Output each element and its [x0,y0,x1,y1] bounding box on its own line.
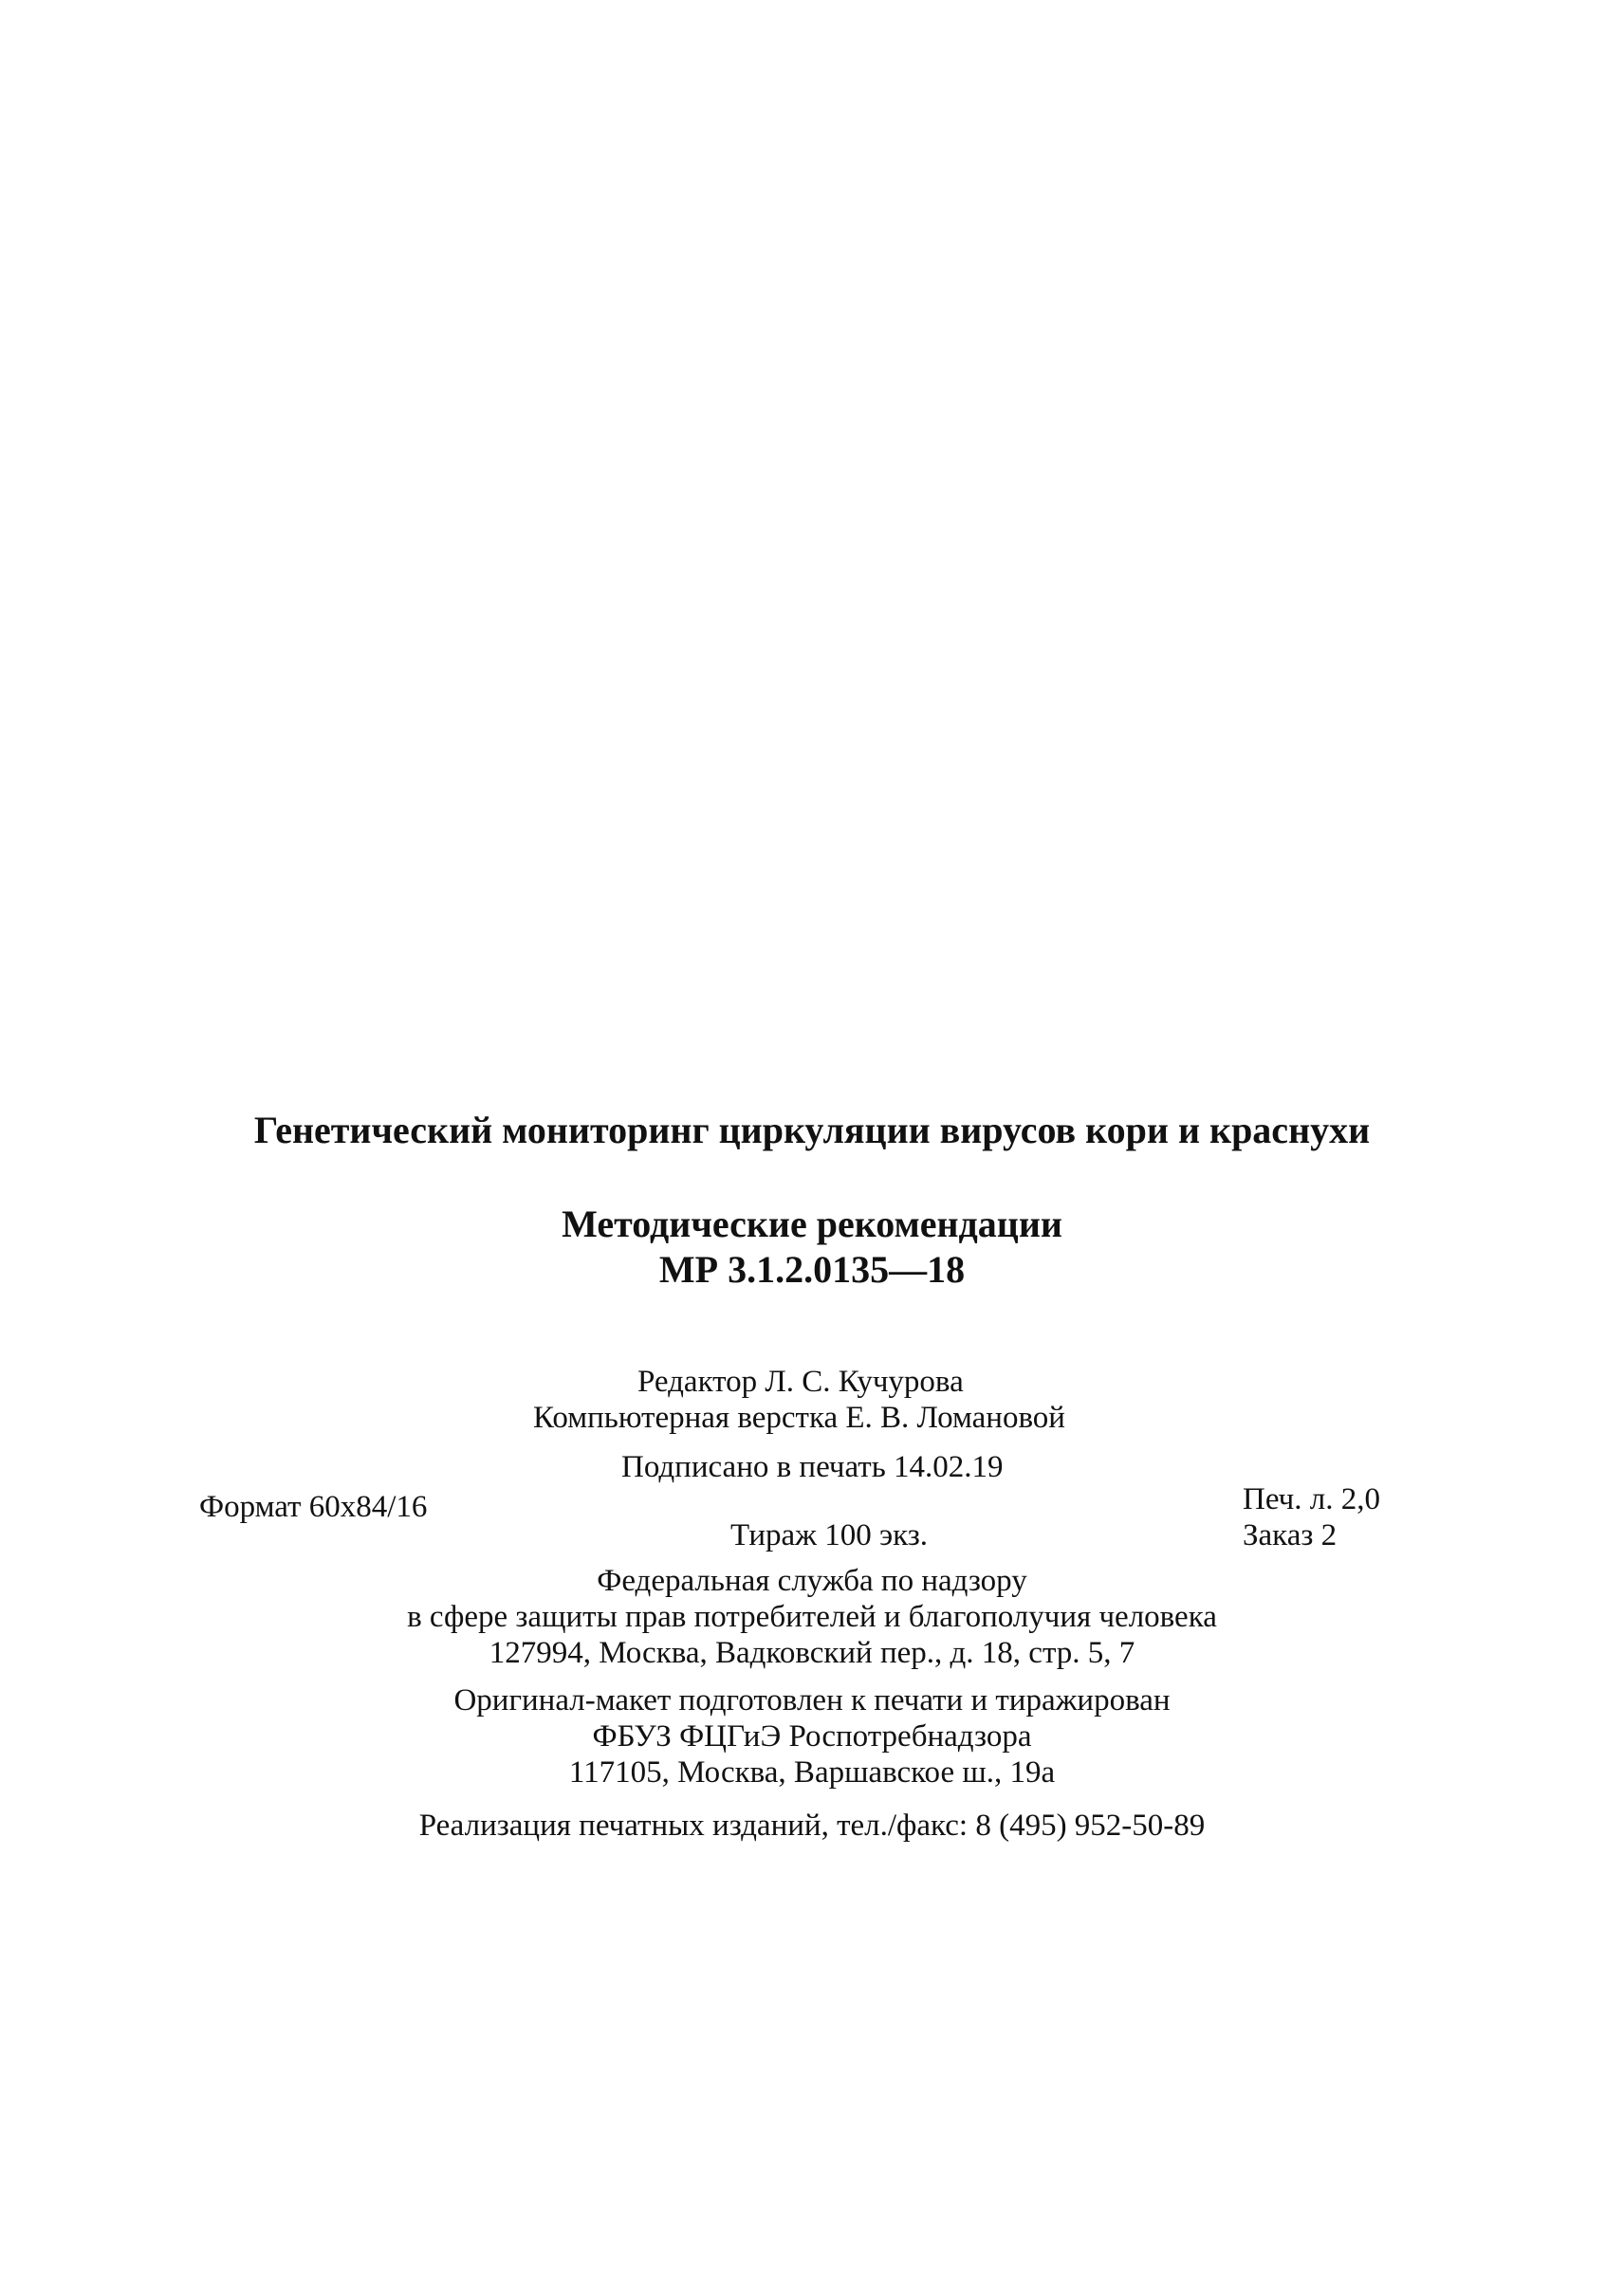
printer-line-2: ФБУЗ ФЦГиЭ Роспотребнадзора [592,1719,1032,1754]
format-line: Формат 60x84/16 [199,1490,428,1524]
publisher-name-line-2: в сфере защиты прав потребителей и благополучия человека [407,1600,1217,1634]
printer-line-1: Оригинал-макет подготовлен к печати и тиражирован [453,1683,1171,1717]
document-number: МР 3.1.2.0135—18 [658,1248,966,1291]
print-sheets-line: Печ. л. 2,0 [1243,1482,1380,1516]
publisher-address: 127994, Москва, Вадковский пер., д. 18, стр. 5, 7 [489,1636,1135,1670]
editor-line: Редактор Л. С. Кучурова [637,1365,964,1399]
signed-line: Подписано в печать 14.02.19 [621,1450,1004,1484]
order-line: Заказ 2 [1243,1518,1338,1552]
document-type: Методические рекомендации [562,1203,1062,1245]
circulation-line: Тираж 100 экз. [730,1518,928,1552]
publisher-name-line-1: Федеральная служба по надзору [597,1564,1027,1598]
layout-line: Компьютерная верстка Е. В. Ломановой [533,1401,1065,1435]
printer-address: 117105, Москва, Варшавское ш., 19а [568,1755,1056,1790]
sales-contact: Реализация печатных изданий, тел./факс: 8 (495) 952-50-89 [418,1809,1206,1843]
document-title: Генетический мониторинг циркуляции вирусов кори и краснухи [253,1109,1371,1151]
